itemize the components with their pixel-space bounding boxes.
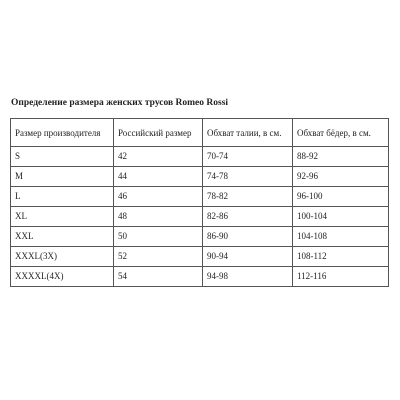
cell-manufacturer-size: XXL — [11, 227, 114, 247]
table-row — [11, 147, 389, 167]
cell-manufacturer-size: L — [11, 187, 114, 207]
cell-waist: 74-78 — [203, 167, 293, 187]
cell-hips: 88-92 — [293, 147, 389, 167]
table-row — [11, 267, 389, 287]
cell-hips: 112-116 — [293, 267, 389, 287]
cell-waist: 86-90 — [203, 227, 293, 247]
header-manufacturer-size: Размер производителя — [11, 119, 114, 147]
cell-hips: 100-104 — [293, 207, 389, 227]
cell-russian-size: 48 — [114, 207, 203, 227]
cell-waist: 82-86 — [203, 207, 293, 227]
cell-russian-size: 50 — [114, 227, 203, 247]
cell-russian-size: 46 — [114, 187, 203, 207]
header-russian-size: Российский размер — [114, 119, 203, 147]
cell-hips: 108-112 — [293, 247, 389, 267]
cell-waist: 94-98 — [203, 267, 293, 287]
document-title: Определение размера женских трусов Romeo Rossi — [11, 98, 229, 108]
cell-hips: 104-108 — [293, 227, 389, 247]
cell-russian-size: 52 — [114, 247, 203, 267]
cell-russian-size: 54 — [114, 267, 203, 287]
cell-russian-size: 44 — [114, 167, 203, 187]
table-header-row — [11, 119, 389, 147]
table-row — [11, 227, 389, 247]
table-row — [11, 247, 389, 267]
cell-manufacturer-size: XXXXL(4X) — [11, 267, 114, 287]
table-row — [11, 207, 389, 227]
header-waist: Обхват талии, в см. — [203, 119, 293, 147]
cell-manufacturer-size: S — [11, 147, 114, 167]
cell-manufacturer-size: XL — [11, 207, 114, 227]
table-row — [11, 187, 389, 207]
cell-waist: 78-82 — [203, 187, 293, 207]
cell-hips: 92-96 — [293, 167, 389, 187]
cell-russian-size: 42 — [114, 147, 203, 167]
size-chart-table — [10, 118, 389, 287]
cell-hips: 96-100 — [293, 187, 389, 207]
cell-manufacturer-size: XXXL(3X) — [11, 247, 114, 267]
cell-manufacturer-size: M — [11, 167, 114, 187]
cell-waist: 90-94 — [203, 247, 293, 267]
header-hips: Обхват бёдер, в см. — [293, 119, 389, 147]
table-row — [11, 167, 389, 187]
cell-waist: 70-74 — [203, 147, 293, 167]
